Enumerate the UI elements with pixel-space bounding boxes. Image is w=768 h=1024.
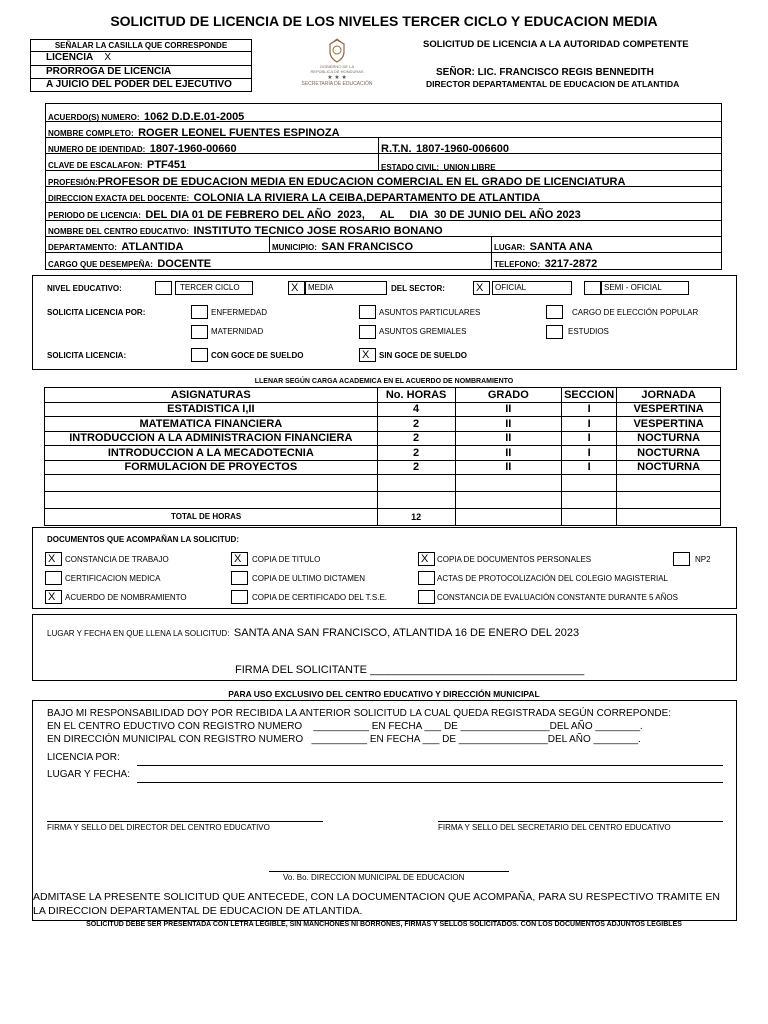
table-cell — [617, 509, 721, 526]
np2-checkbox[interactable] — [673, 552, 690, 566]
total-value[interactable]: 12 — [377, 509, 455, 526]
table-cell[interactable] — [377, 492, 455, 509]
media-checkbox[interactable]: X — [288, 281, 305, 295]
license-type-table — [30, 39, 252, 92]
personal-data-section — [45, 103, 722, 270]
acuerdo-nombramiento-label: ACUERDO DE NOMBRAMIENTO — [65, 593, 187, 602]
carga-note: LLENAR SEGÚN CARGA ACADEMICA EN EL ACUERDO DE NOMBRAMIENTO — [254, 378, 514, 385]
table-cell[interactable]: VESPERTINA — [617, 402, 721, 417]
table-cell[interactable]: I — [562, 446, 617, 461]
license-option-poder-ejecutivo[interactable]: A JUICIO DEL PODER DEL EJECUTIVO — [46, 79, 232, 90]
identidad-label: NUMERO DE IDENTIDAD: — [48, 145, 146, 154]
documents-section — [32, 527, 737, 609]
enfermedad-label: ENFERMEDAD — [211, 308, 268, 317]
direccion-value[interactable]: COLONIA LA RIVIERA LA CEIBA,DEPARTAMENTO DE ATLANTIDA — [193, 192, 541, 204]
total-row — [45, 509, 721, 526]
carga-header-row — [45, 388, 721, 403]
seal-line-3: SECRETARÍA DE EDUCACIÓN — [301, 81, 373, 87]
seal-stars: ★ ★ ★ — [327, 75, 347, 81]
certificacion-medica-label: CERTIFICACION MEDICA — [65, 574, 161, 583]
seal-line-2: REPÚBLICA DE HONDURAS — [310, 69, 364, 74]
licencia-por-line[interactable] — [137, 765, 723, 766]
authority-senor: SEÑOR: LIC. FRANCISCO REGIS BENNEDITH — [436, 67, 654, 78]
oficial-option: OFICIAL — [492, 281, 572, 295]
maternidad-label: MATERNIDAD — [211, 327, 264, 336]
col-header-grado: GRADO — [455, 388, 562, 403]
telefono-value[interactable]: 3217-2872 — [544, 258, 598, 270]
table-cell[interactable]: II — [455, 431, 562, 446]
lugar-value[interactable]: SANTA ANA — [529, 241, 593, 253]
table-cell[interactable] — [455, 475, 562, 492]
municipio-label: MUNICIPIO: — [272, 243, 317, 252]
estado-civil-label: ESTADO CIVIL: — [381, 163, 440, 172]
admitase-text: ADMITASE LA PRESENTE SOLICITUD QUE ANTECEDE, CON LA DOCUMENTACION QUE ACOMPAÑA, PARA SU RESPECTIVO TRAMITE EN LA DIRECCION DEPARTAMENTAL DE EDUCACION DE ATLANTIDA. — [33, 891, 720, 917]
nivel-label: NIVEL EDUCATIVO: — [47, 284, 122, 293]
table-cell[interactable]: ESTADISTICA I,II — [45, 402, 378, 417]
sector-label: DEL SECTOR: — [391, 284, 445, 293]
table-cell[interactable]: 4 — [377, 402, 455, 417]
total-label: TOTAL DE HORAS — [45, 509, 378, 526]
estado-civil-value[interactable]: UNION LIBRE — [443, 163, 496, 172]
table-cell[interactable] — [377, 475, 455, 492]
coat-of-arms-icon — [324, 38, 350, 64]
constancia-evaluacion-label: CONSTANCIA DE EVALUACIÓN CONSTANTE DURANTE 5 AÑOS — [437, 593, 678, 602]
table-row — [45, 492, 721, 509]
escalafon-label: CLAVE DE ESCALAFON: — [48, 161, 143, 170]
level-section — [32, 275, 737, 370]
constancia-evaluacion-checkbox[interactable] — [418, 590, 435, 604]
tercer-ciclo-checkbox[interactable] — [155, 281, 172, 295]
table-cell[interactable]: INTRODUCCION A LA ADMINISTRACION FINANCIERA — [45, 431, 378, 446]
table-row — [45, 431, 721, 446]
table-cell[interactable]: I — [562, 460, 617, 475]
table-cell[interactable]: II — [455, 446, 562, 461]
authority-director: DIRECTOR DEPARTAMENTAL DE EDUCACION DE ATLANTIDA — [426, 79, 680, 89]
actas-label: ACTAS DE PROTOCOLIZACIÓN DEL COLEGIO MAGISTERIAL — [437, 574, 669, 583]
copia-documentos-checkbox[interactable]: X — [418, 552, 435, 566]
semi-oficial-option: SEMI - OFICIAL — [601, 281, 689, 295]
carga-table — [44, 387, 721, 526]
tercer-ciclo-option: TERCER CICLO — [175, 281, 253, 295]
table-cell[interactable]: VESPERTINA — [617, 417, 721, 432]
acuerdo-label: ACUERDO(S) NUMERO: — [48, 113, 140, 122]
license-option-mark: X — [104, 52, 112, 63]
uso-exclusivo-section — [32, 700, 737, 921]
lugar-fecha-2-label: LUGAR Y FECHA: — [47, 769, 130, 780]
documents-heading: DOCUMENTOS QUE ACOMPAÑAN LA SOLICITUD: — [47, 535, 239, 544]
table-cell[interactable] — [45, 475, 378, 492]
lugar-fecha-2-line[interactable] — [137, 782, 723, 783]
lugar-label: LUGAR: — [494, 243, 526, 252]
asuntos-gremiales-label: ASUNTOS GREMIALES — [379, 327, 467, 336]
seal-line-1: GOBIERNO DE LA — [319, 64, 355, 69]
maternidad-checkbox[interactable] — [191, 325, 208, 339]
col-header-asignaturas: ASIGNATURAS — [45, 388, 378, 403]
municipio-value[interactable]: SAN FRANCISCO — [321, 241, 414, 253]
centro-value[interactable]: INSTITUTO TECNICO JOSE ROSARIO BONANO — [193, 225, 443, 237]
firma-solicitante[interactable]: FIRMA DEL SOLICITANTE ___________________________________ — [235, 664, 585, 676]
constancia-trabajo-label: CONSTANCIA DE TRABAJO — [65, 555, 169, 564]
copia-dictamen-checkbox[interactable] — [231, 571, 248, 585]
license-option-licencia[interactable]: LICENCIA X — [46, 52, 112, 63]
vobo-label: Vo. Bo. DIRECCION MUNICIPAL DE EDUCACION — [283, 873, 465, 882]
vobo-line[interactable] — [269, 871, 509, 872]
col-header-horas: No. HORAS — [377, 388, 455, 403]
copia-dictamen-label: COPIA DE ULTIMO DICTAMEN — [252, 574, 366, 583]
asuntos-particulares-label: ASUNTOS PARTICULARES — [379, 308, 481, 317]
table-cell — [455, 509, 562, 526]
actas-checkbox[interactable] — [418, 571, 435, 585]
sin-goce-checkbox[interactable]: X — [359, 348, 376, 362]
asuntos-gremiales-checkbox[interactable] — [359, 325, 376, 339]
firma-director-line[interactable] — [47, 821, 323, 822]
cargo-eleccion-checkbox[interactable] — [546, 305, 563, 319]
nombre-value[interactable]: ROGER LEONEL FUENTES ESPINOZA — [138, 127, 340, 139]
enfermedad-checkbox[interactable] — [191, 305, 208, 319]
lugar-fecha-value[interactable]: SANTA ANA SAN FRANCISCO, ATLANTIDA 16 DE ENERO DEL 2023 — [233, 627, 580, 639]
motivo-label: SOLICITA LICENCIA POR: — [47, 308, 146, 317]
lugar-fecha-section — [32, 614, 737, 681]
uso-exclusivo-heading: PARA USO EXCLUSIVO DEL CENTRO EDUCATIVO Y DIRECCIÓN MUNICIPAL — [228, 689, 540, 699]
cargo-value[interactable]: DOCENTE — [157, 258, 212, 270]
table-cell[interactable] — [455, 492, 562, 509]
copia-tse-checkbox[interactable] — [231, 590, 248, 604]
telefono-label: TELEFONO: — [494, 260, 541, 269]
page-title: SOLICITUD DE LICENCIA DE LOS NIVELES TERCER CICLO Y EDUCACION MEDIA — [110, 13, 658, 29]
col-header-jornada: JORNADA — [617, 388, 721, 403]
table-cell[interactable]: I — [562, 431, 617, 446]
constancia-trabajo-checkbox[interactable]: X — [45, 552, 62, 566]
copia-titulo-label: COPIA DE TITULO — [252, 555, 321, 564]
oficial-checkbox[interactable]: X — [473, 281, 490, 295]
profesion-value[interactable]: PROFESOR DE EDUCACION MEDIA EN EDUCACION COMERCIAL EN EL GRADO DE LICENCIATURA — [97, 176, 626, 188]
table-cell[interactable] — [617, 475, 721, 492]
footer-note: SOLICITUD DEBE SER PRESENTADA CON LETRA LEGIBLE, SIN MANCHONES NI BORRONES, FIRMAS Y SELLOS SOLICITADOS. CON LOS DOCUMENTOS ADJUNTOS LEGIBLES — [86, 921, 682, 928]
semi-oficial-checkbox[interactable] — [584, 281, 601, 295]
table-cell[interactable] — [617, 492, 721, 509]
goce-label: SOLICITA LICENCIA: — [47, 351, 127, 360]
nombre-label: NOMBRE COMPLETO: — [48, 129, 134, 138]
table-cell[interactable] — [45, 492, 378, 509]
copia-titulo-checkbox[interactable]: X — [231, 552, 248, 566]
licencia-por-label: LICENCIA POR: — [47, 752, 120, 763]
rtn-label: R.T.N. — [381, 143, 412, 155]
table-cell[interactable]: II — [455, 402, 562, 417]
estudios-checkbox[interactable] — [546, 325, 563, 339]
uso-exclusivo-line2[interactable]: EN EL CENTRO EDUCTIVO CON REGISTRO NUMERO __________ EN FECHA ___ DE ________________DEL AÑO ________. — [47, 721, 643, 732]
rtn-value[interactable]: 1807-1960-006600 — [416, 143, 509, 155]
table-cell — [562, 509, 617, 526]
copia-tse-label: COPIA DE CERTIFICADO DEL T.S.E. — [252, 593, 387, 602]
table-cell[interactable]: I — [562, 417, 617, 432]
table-cell[interactable]: 2 — [377, 417, 455, 432]
profesion-label: PROFESIÓN: — [48, 178, 98, 187]
table-cell[interactable] — [562, 492, 617, 509]
table-cell[interactable]: NOCTURNA — [617, 431, 721, 446]
table-row — [45, 446, 721, 461]
media-option: MEDIA — [305, 281, 387, 295]
uso-exclusivo-line3[interactable]: EN DIRECCIÓN MUNICIPAL CON REGISTRO NUMERO __________ EN FECHA ___ DE ________________DEL AÑO ________. — [47, 734, 641, 745]
copia-documentos-label: COPIA DE DOCUMENTOS PERSONALES — [437, 555, 592, 564]
uso-exclusivo-line1: BAJO MI RESPONSABILIDAD DOY POR RECIBIDA LA ANTERIOR SOLICITUD LA CUAL QUEDA REGISTRADA SEGÚN CORREPONDE: — [47, 708, 672, 719]
cargo-label: CARGO QUE DESEMPEÑA: — [48, 260, 153, 269]
con-goce-checkbox[interactable] — [191, 348, 208, 362]
table-row — [45, 417, 721, 432]
escalafon-value[interactable]: PTF451 — [146, 159, 187, 171]
periodo-value[interactable]: DEL DIA 01 DE FEBRERO DEL AÑO 2023, AL DIA 30 DE JUNIO DEL AÑO 2023 — [145, 209, 581, 221]
table-cell[interactable]: II — [455, 417, 562, 432]
table-row — [45, 475, 721, 492]
firma-secretario-label: FIRMA Y SELLO DEL SECRETARIO DEL CENTRO EDUCATIVO — [438, 823, 671, 832]
authority-heading: SOLICITUD DE LICENCIA A LA AUTORIDAD COMPETENTE — [423, 39, 689, 50]
firma-secretario-line[interactable] — [438, 821, 723, 822]
direccion-label: DIRECCION EXACTA DEL DOCENTE: — [48, 194, 190, 203]
table-cell[interactable]: II — [455, 460, 562, 475]
table-cell[interactable]: 2 — [377, 460, 455, 475]
col-header-seccion: SECCION — [562, 388, 617, 403]
table-cell[interactable]: 2 — [377, 431, 455, 446]
table-cell[interactable]: 2 — [377, 446, 455, 461]
asuntos-particulares-checkbox[interactable] — [359, 305, 376, 319]
periodo-label: PERIODO DE LICENCIA: — [48, 211, 141, 220]
table-cell[interactable]: NOCTURNA — [617, 446, 721, 461]
government-seal — [292, 38, 382, 96]
table-cell[interactable]: I — [562, 402, 617, 417]
certificacion-medica-checkbox[interactable] — [45, 571, 62, 585]
np2-label: NP2 — [695, 555, 711, 564]
departamento-label: DEPARTAMENTO: — [48, 243, 117, 252]
firma-director-label: FIRMA Y SELLO DEL DIRECTOR DEL CENTRO EDUCATIVO — [47, 823, 270, 832]
license-type-header: SEÑALAR LA CASILLA QUE CORRESPONDE — [54, 41, 228, 50]
acuerdo-value[interactable]: 1062 D.D.E.01-2005 — [144, 111, 245, 123]
table-row — [45, 460, 721, 475]
estudios-label: ESTUDIOS — [568, 327, 609, 336]
acuerdo-nombramiento-checkbox[interactable]: X — [45, 590, 62, 604]
table-cell[interactable] — [562, 475, 617, 492]
centro-label: NOMBRE DEL CENTRO EDUCATIVO: — [48, 227, 190, 236]
lugar-fecha-label: LUGAR Y FECHA EN QUE LLENA LA SOLICITUD: — [47, 629, 230, 638]
departamento-value[interactable]: ATLANTIDA — [121, 241, 184, 253]
license-option-prorroga[interactable]: PRORROGA DE LICENCIA — [46, 66, 172, 77]
identidad-value[interactable]: 1807-1960-00660 — [149, 143, 237, 155]
table-cell[interactable]: FORMULACION DE PROYECTOS — [45, 460, 378, 475]
con-goce-label: CON GOCE DE SUELDO — [211, 351, 304, 360]
table-cell[interactable]: MATEMATICA FINANCIERA — [45, 417, 378, 432]
table-row — [45, 402, 721, 417]
cargo-eleccion-label: CARGO DE ELECCIÓN POPULAR — [572, 308, 699, 317]
table-cell[interactable]: NOCTURNA — [617, 460, 721, 475]
table-cell[interactable]: INTRODUCCION A LA MECADOTECNIA — [45, 446, 378, 461]
sin-goce-label: SIN GOCE DE SUELDO — [379, 351, 468, 360]
